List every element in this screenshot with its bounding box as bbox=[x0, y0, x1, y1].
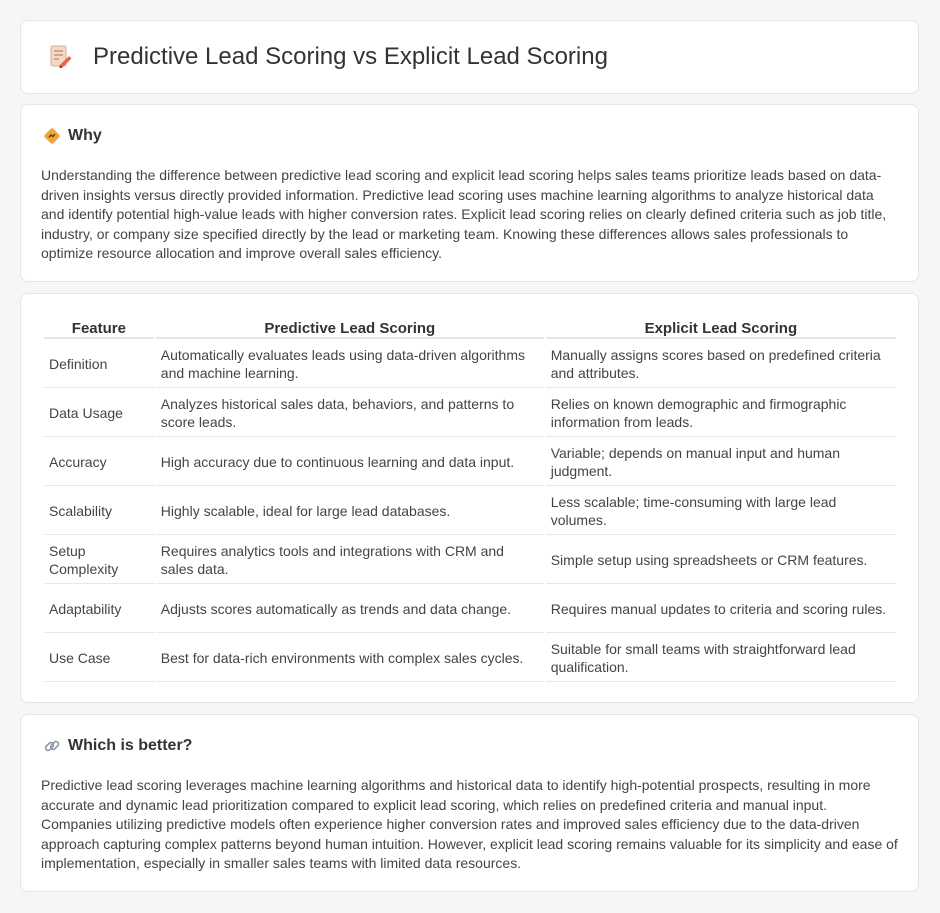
table-row bbox=[44, 438, 896, 486]
explicit-cell: Simple setup using spreadsheets or CRM features. bbox=[546, 536, 896, 584]
table-row bbox=[44, 536, 896, 584]
predictive-cell: Automatically evaluates leads using data-driven algorithms and machine learning. bbox=[156, 340, 544, 388]
predictive-cell: Highly scalable, ideal for large lead databases. bbox=[156, 487, 544, 535]
page-title: Predictive Lead Scoring vs Explicit Lead Scoring bbox=[93, 43, 608, 70]
explicit-cell: Less scalable; time-consuming with large lead volumes. bbox=[546, 487, 896, 535]
explicit-cell: Relies on known demographic and firmographic information from leads. bbox=[546, 389, 896, 437]
table-row bbox=[44, 585, 896, 633]
predictive-cell: Adjusts scores automatically as trends and data change. bbox=[156, 585, 544, 633]
title-card bbox=[20, 20, 919, 94]
why-text: Understanding the difference between predictive lead scoring and explicit lead scoring helps sales teams prioritize leads based on data-driven insights versus directly provided information. Predictive lead scoring uses machine learning algorithms to analyze historical data and identify potential high-value leads with higher conversion rates. Explicit lead scoring relies on clearly defined criteria such as job title, industry, or company size specified directly by the lead or marketing team. Knowing these differences allows sales professionals to optimize resource allocation and improve overall sales efficiency. bbox=[41, 167, 887, 261]
predictive-cell: Requires analytics tools and integrations with CRM and sales data. bbox=[156, 536, 544, 584]
document-pencil-icon bbox=[47, 44, 73, 70]
table-row bbox=[44, 634, 896, 682]
explicit-cell: Variable; depends on manual input and human judgment. bbox=[546, 438, 896, 486]
feature-cell: Adaptability bbox=[44, 585, 154, 633]
diamond-signpost-icon bbox=[43, 127, 61, 145]
link-icon bbox=[43, 737, 61, 755]
explicit-cell: Requires manual updates to criteria and scoring rules. bbox=[546, 585, 896, 633]
explicit-cell: Manually assigns scores based on predefined criteria and attributes. bbox=[546, 340, 896, 388]
why-heading: Why bbox=[68, 127, 102, 144]
feature-cell: Scalability bbox=[44, 487, 154, 535]
feature-cell: Definition bbox=[44, 340, 154, 388]
table-row bbox=[44, 389, 896, 437]
feature-cell: Accuracy bbox=[44, 438, 154, 486]
comparison-table-card bbox=[20, 293, 919, 703]
table-row bbox=[44, 340, 896, 388]
which-is-better-section bbox=[20, 714, 919, 892]
header-feature: Feature bbox=[44, 319, 154, 339]
explicit-cell: Suitable for small teams with straightforward lead qualification. bbox=[546, 634, 896, 682]
predictive-cell: High accuracy due to continuous learning and data input. bbox=[156, 438, 544, 486]
feature-cell: Use Case bbox=[44, 634, 154, 682]
why-section bbox=[20, 104, 919, 282]
better-heading: Which is better? bbox=[68, 737, 193, 754]
header-explicit: Explicit Lead Scoring bbox=[546, 319, 896, 339]
comparison-table bbox=[42, 318, 898, 683]
header-predictive: Predictive Lead Scoring bbox=[156, 319, 544, 339]
predictive-cell: Analyzes historical sales data, behaviors, and patterns to score leads. bbox=[156, 389, 544, 437]
table-header-row bbox=[44, 319, 896, 339]
feature-cell: Setup Complexity bbox=[44, 536, 154, 584]
predictive-cell: Best for data-rich environments with complex sales cycles. bbox=[156, 634, 544, 682]
better-text: Predictive lead scoring leverages machine learning algorithms and historical data to identify high-potential prospects, resulting in more accurate and dynamic lead prioritization compared to explicit lead scoring, which relies on predefined criteria and manual input. Companies utilizing predictive models often experience higher conversion rates and improved sales efficiency due to the data-driven approach capturing complex patterns beyond human intuition. However, explicit lead scoring remains valuable for its simplicity and ease of implementation, especially in smaller sales teams with limited data resources. bbox=[41, 777, 898, 871]
table-row bbox=[44, 487, 896, 535]
feature-cell: Data Usage bbox=[44, 389, 154, 437]
